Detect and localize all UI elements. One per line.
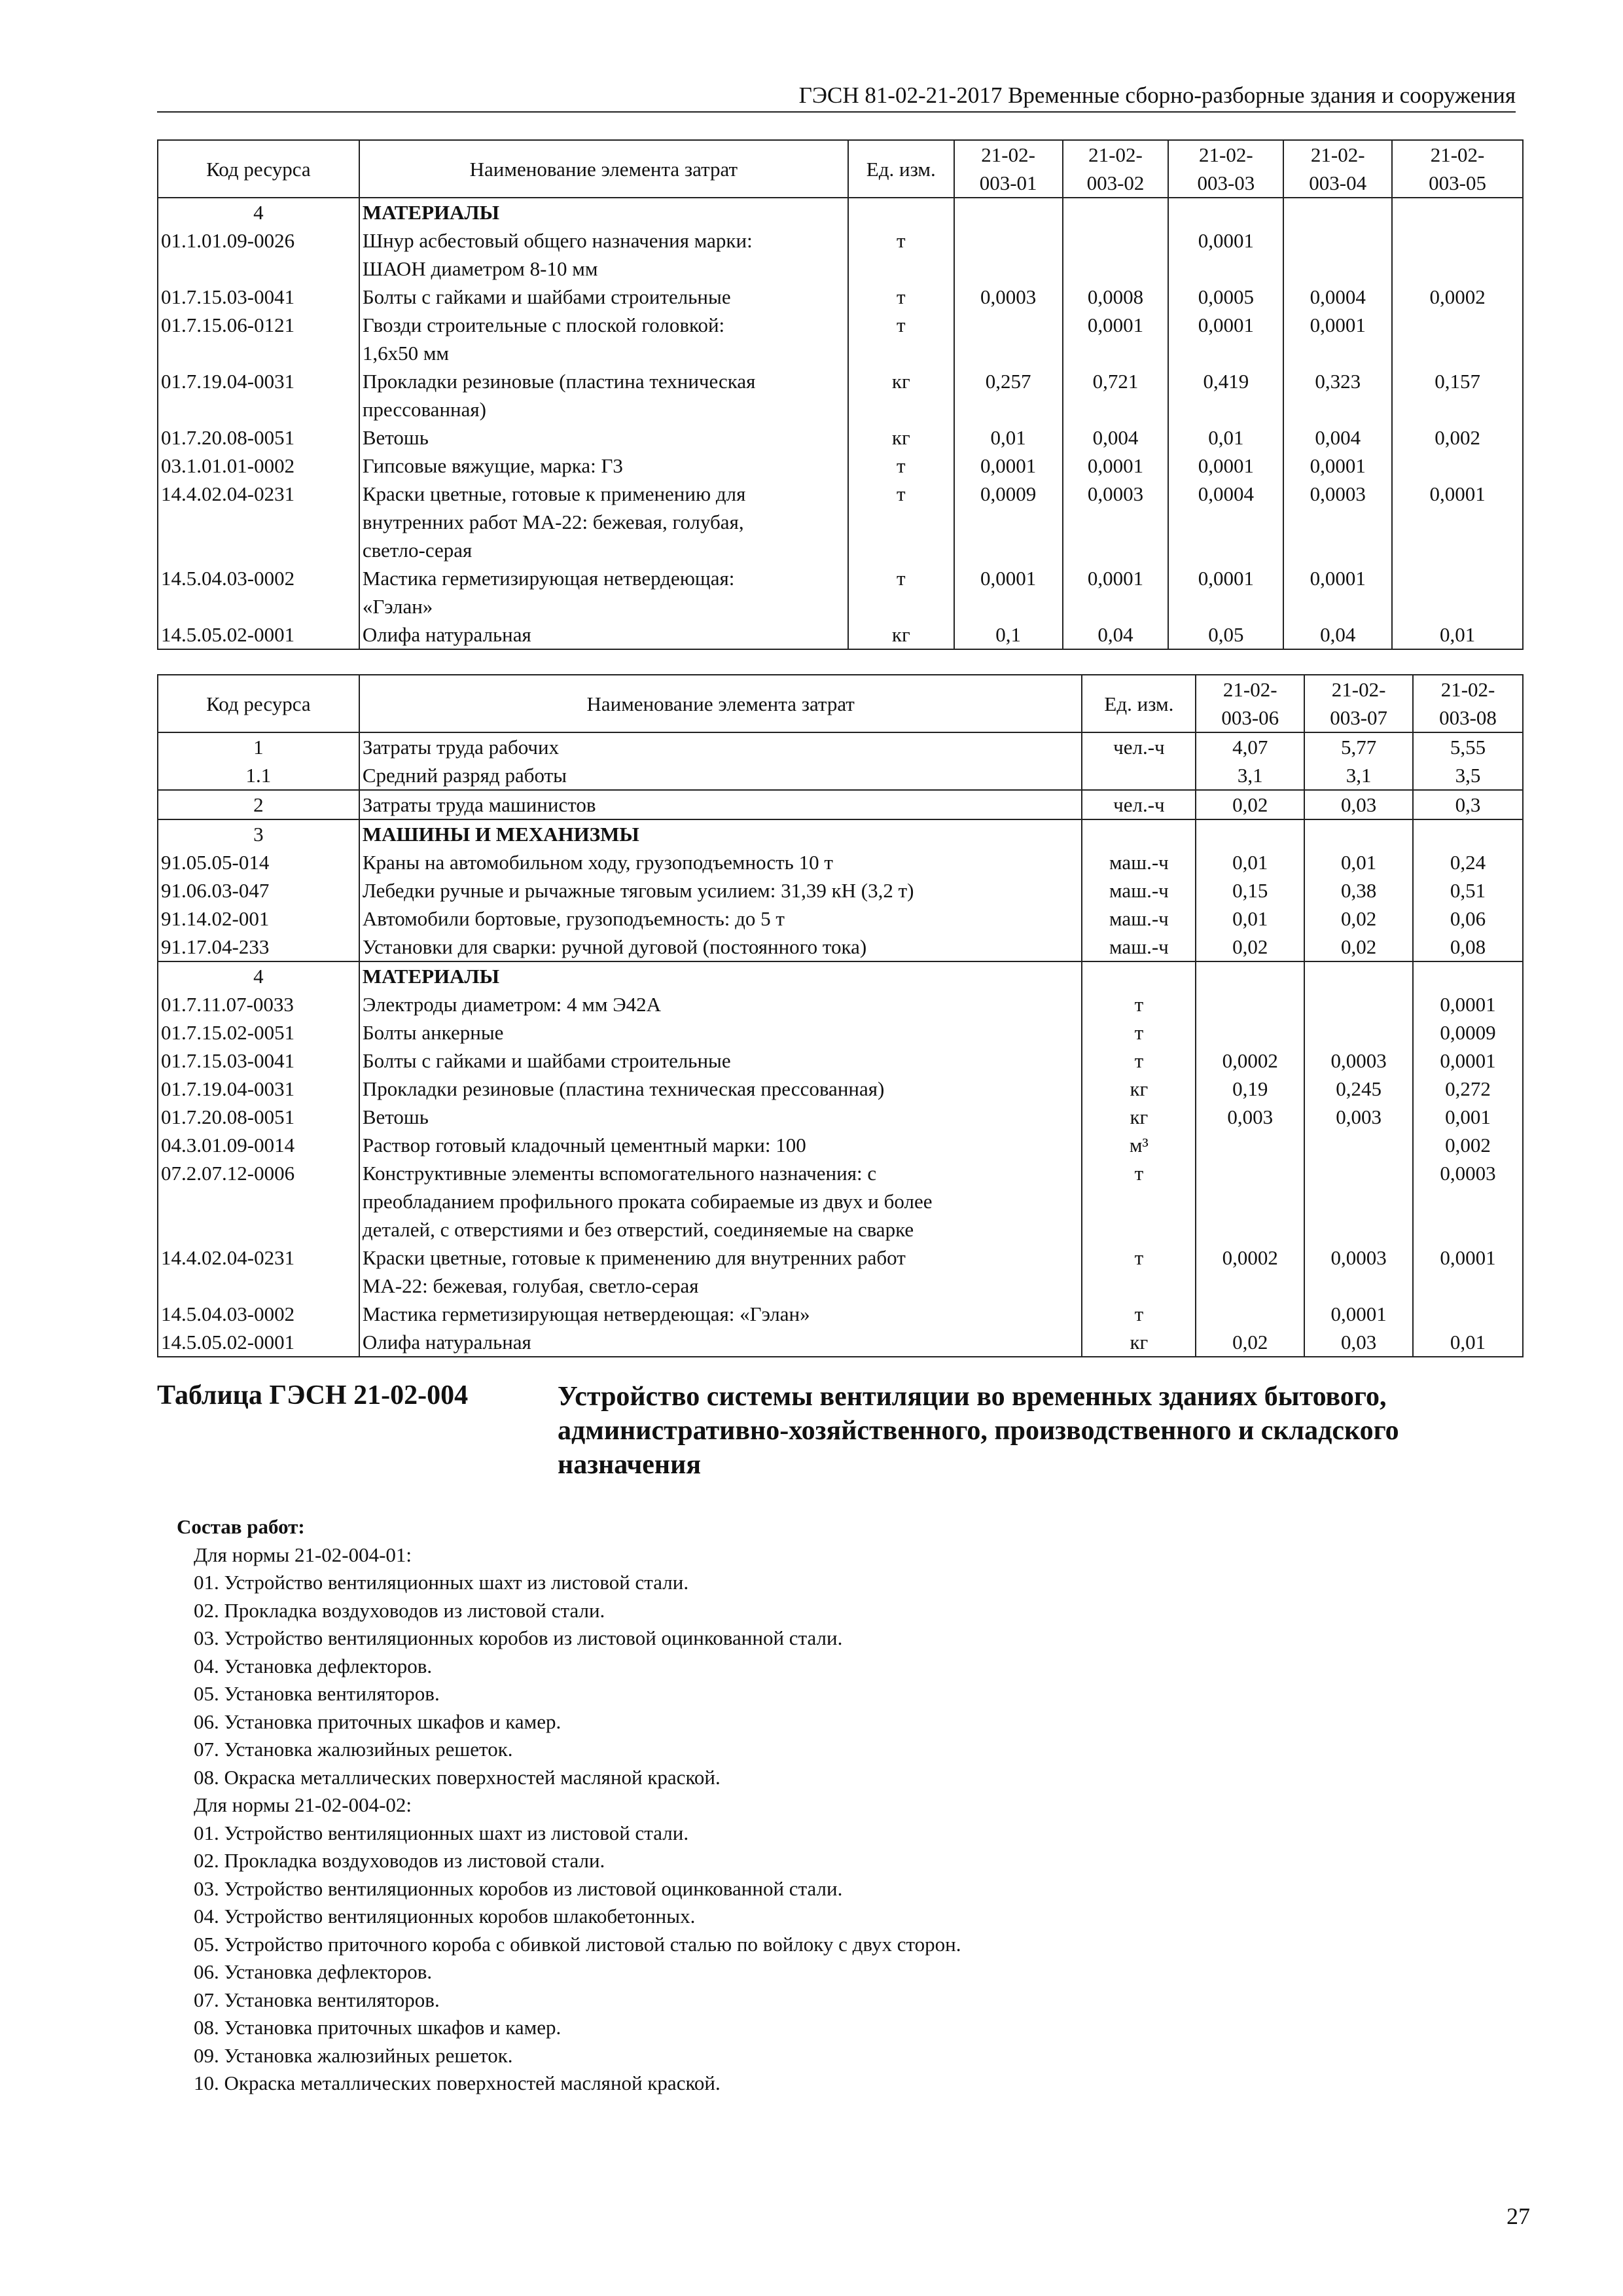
norm-value: 3,1 (1304, 761, 1413, 790)
norm-value: 4,07 (1196, 732, 1304, 761)
resource-name: МАШИНЫ И МЕХАНИЗМЫ (359, 819, 1082, 848)
norm-value: 0,04 (1063, 620, 1169, 649)
norm-value: 0,245 (1304, 1075, 1413, 1103)
resource-unit: т (1082, 1159, 1196, 1244)
norm-value: 0,0008 (1063, 283, 1169, 311)
col-header-norm: 21-02- 003-05 (1392, 140, 1523, 198)
resource-code: 01.7.20.08-0051 (158, 423, 359, 452)
table-row (158, 905, 1523, 933)
norm-value (1196, 819, 1304, 848)
col-header-norm: 21-02- 003-01 (954, 140, 1063, 198)
table-label: Таблица ГЭСН 21-02-004 (157, 1380, 469, 1410)
norm-value (1304, 1018, 1413, 1047)
resource-code: 1.1 (158, 761, 359, 790)
table-row (158, 1300, 1523, 1328)
resource-unit (1082, 961, 1196, 990)
norm-value: 0,0001 (1413, 1244, 1523, 1300)
table-row (158, 790, 1523, 819)
resources-table-003-06-08 (157, 674, 1524, 1357)
norm-value: 0,0003 (1304, 1047, 1413, 1075)
col-header-norm: 21-02- 003-07 (1304, 675, 1413, 732)
resource-unit: чел.-ч (1082, 732, 1196, 761)
table-header-row (158, 140, 1523, 198)
norm-value: 0,272 (1413, 1075, 1523, 1103)
table-row (158, 848, 1523, 876)
norm-value: 0,002 (1413, 1131, 1523, 1159)
work-item: 04. Устройство вентиляционных коробов шлакобетонных. (194, 1905, 696, 1928)
norm-value: 0,02 (1196, 1328, 1304, 1357)
norm-value: 0,0009 (954, 480, 1063, 564)
col-header-code: Код ресурса (158, 140, 359, 198)
col-header-norm: 21-02- 003-03 (1168, 140, 1283, 198)
resource-code: 3 (158, 819, 359, 848)
resource-name: Краски цветные, готовые к применению для внутренних работ МА-22: бежевая, голубая, светло-серая (359, 1244, 1082, 1300)
table-row (158, 1018, 1523, 1047)
resource-unit: т (848, 226, 954, 283)
norm-value: 3,5 (1413, 761, 1523, 790)
table-row (158, 452, 1523, 480)
norm-value: 0,0003 (1063, 480, 1169, 564)
col-header-name: Наименование элемента затрат (359, 140, 848, 198)
norm-value (1196, 990, 1304, 1018)
col-header-code: Код ресурса (158, 675, 359, 732)
work-item: 10. Окраска металлических поверхностей масляной краской. (194, 2072, 721, 2094)
resource-name: Гвозди строительные с плоской головкой: 1,6х50 мм (359, 311, 848, 367)
resource-code: 4 (158, 198, 359, 226)
resource-unit: т (848, 564, 954, 620)
resource-code: 07.2.07.12-0006 (158, 1159, 359, 1244)
norm-value (1063, 198, 1169, 226)
resource-name: Конструктивные элементы вспомогательного назначения: с преобладанием профильного проката собираемые из двух и более деталей, с отверстиями и без отверстий, соединяемые на сварке (359, 1159, 1082, 1244)
resource-unit: кг (1082, 1328, 1196, 1357)
resource-unit: кг (848, 620, 954, 649)
work-item: 08. Окраска металлических поверхностей масляной краской. (194, 1765, 721, 1789)
norm-value: 0,0005 (1168, 283, 1283, 311)
work-item: 03. Устройство вентиляционных коробов из листовой оцинкованной стали. (194, 1626, 843, 1649)
resource-name: Затраты труда машинистов (359, 790, 1082, 819)
resource-code: 01.7.15.03-0041 (158, 1047, 359, 1075)
norm-value (1304, 1159, 1413, 1244)
table-row (158, 1047, 1523, 1075)
resource-name: Мастика герметизирующая нетвердеющая: «Гэлан» (359, 1300, 1082, 1328)
norm-value (954, 198, 1063, 226)
resource-code: 04.3.01.09-0014 (158, 1131, 359, 1159)
resource-code: 01.7.15.06-0121 (158, 311, 359, 367)
resource-code: 01.7.20.08-0051 (158, 1103, 359, 1131)
resource-name: Мастика герметизирующая нетвердеющая: «Гэлан» (359, 564, 848, 620)
norm-value: 0,0001 (1168, 452, 1283, 480)
resource-code: 91.05.05-014 (158, 848, 359, 876)
norm-value: 0,0002 (1392, 283, 1523, 311)
norm-value (1283, 198, 1392, 226)
resource-code: 03.1.01.01-0002 (158, 452, 359, 480)
col-header-norm: 21-02- 003-02 (1063, 140, 1169, 198)
norm-value: 0,004 (1063, 423, 1169, 452)
resource-code: 01.7.15.03-0041 (158, 283, 359, 311)
resource-unit (1082, 761, 1196, 790)
resource-name: Затраты труда рабочих (359, 732, 1082, 761)
resource-unit: кг (848, 367, 954, 423)
table-row (158, 1131, 1523, 1159)
norm-value: 0,323 (1283, 367, 1392, 423)
norm-value (1392, 452, 1523, 480)
norm-value: 0,003 (1196, 1103, 1304, 1131)
resource-name: Болты анкерные (359, 1018, 1082, 1047)
resource-code: 14.5.05.02-0001 (158, 1328, 359, 1357)
resource-unit: т (1082, 1300, 1196, 1328)
norm-value: 0,0003 (954, 283, 1063, 311)
norm-value: 0,02 (1304, 933, 1413, 961)
norm-value (1196, 1131, 1304, 1159)
resource-code: 91.06.03-047 (158, 876, 359, 905)
norm-value: 0,002 (1392, 423, 1523, 452)
resource-unit: т (848, 311, 954, 367)
norm-value (1304, 819, 1413, 848)
norm-value: 0,08 (1413, 933, 1523, 961)
resource-code: 01.7.15.02-0051 (158, 1018, 359, 1047)
resource-unit: кг (848, 423, 954, 452)
norm-value: 0,0003 (1413, 1159, 1523, 1244)
norm-value: 0,0004 (1168, 480, 1283, 564)
norm-value (954, 311, 1063, 367)
work-item: 04. Установка дефлекторов. (194, 1654, 433, 1677)
resource-name: Болты с гайками и шайбами строительные (359, 283, 848, 311)
resource-name: МАТЕРИАЛЫ (359, 198, 848, 226)
work-item: 02. Прокладка воздуховодов из листовой стали. (194, 1849, 605, 1872)
document-title: ГЭСН 81-02-21-2017 Временные сборно-разборные здания и сооружения (798, 82, 1516, 108)
norm-value: 5,55 (1413, 732, 1523, 761)
norm-value: 0,51 (1413, 876, 1523, 905)
norm-value: 0,0001 (1168, 564, 1283, 620)
norm-value (1304, 990, 1413, 1018)
norm-value (1413, 819, 1523, 848)
table-row (158, 1159, 1523, 1244)
col-header-name: Наименование элемента затрат (359, 675, 1082, 732)
norm-value: 0,0003 (1304, 1244, 1413, 1300)
resource-name: Болты с гайками и шайбами строительные (359, 1047, 1082, 1075)
resource-unit: маш.-ч (1082, 848, 1196, 876)
resource-name: МАТЕРИАЛЫ (359, 961, 1082, 990)
resource-unit (1082, 819, 1196, 848)
resource-code: 91.14.02-001 (158, 905, 359, 933)
resource-name: Ветошь (359, 1103, 1082, 1131)
resources-table-003-01-05 (157, 139, 1524, 650)
work-item: 03. Устройство вентиляционных коробов из листовой оцинкованной стали. (194, 1876, 843, 1900)
resource-code: 01.7.19.04-0031 (158, 367, 359, 423)
norm-value: 0,0001 (954, 452, 1063, 480)
work-item: 01. Устройство вентиляционных шахт из листовой стали. (194, 1821, 689, 1844)
norm-value: 0,0002 (1196, 1047, 1304, 1075)
table-row (158, 990, 1523, 1018)
resource-code: 1 (158, 732, 359, 761)
norm-value (1413, 961, 1523, 990)
resource-name: Средний разряд работы (359, 761, 1082, 790)
norm-value: 0,0001 (1304, 1300, 1413, 1328)
norm-value: 0,0001 (1063, 564, 1169, 620)
resource-code: 2 (158, 790, 359, 819)
norm-value: 0,721 (1063, 367, 1169, 423)
norm-value: 0,0001 (1283, 311, 1392, 367)
work-item: 07. Установка вентиляторов. (194, 1988, 440, 2011)
table-row (158, 367, 1523, 423)
table-row (158, 732, 1523, 761)
work-item: 01. Устройство вентиляционных шахт из листовой стали. (194, 1571, 689, 1594)
norm-value: 0,0001 (1283, 564, 1392, 620)
resource-unit: чел.-ч (1082, 790, 1196, 819)
table-row (158, 1075, 1523, 1103)
norm-value: 0,06 (1413, 905, 1523, 933)
table-row (158, 198, 1523, 226)
col-header-unit: Ед. изм. (848, 140, 954, 198)
resource-unit: маш.-ч (1082, 933, 1196, 961)
resource-code: 01.1.01.09-0026 (158, 226, 359, 283)
col-header-unit: Ед. изм. (1082, 675, 1196, 732)
resource-unit: т (848, 480, 954, 564)
norm-value (1392, 311, 1523, 367)
table-row (158, 1328, 1523, 1357)
resource-name: Ветошь (359, 423, 848, 452)
resource-name: Краны на автомобильном ходу, грузоподъемность 10 т (359, 848, 1082, 876)
table-row (158, 423, 1523, 452)
col-header-norm: 21-02- 003-06 (1196, 675, 1304, 732)
norm-value: 0,001 (1413, 1103, 1523, 1131)
table-header-row (158, 675, 1523, 732)
resource-unit: маш.-ч (1082, 876, 1196, 905)
resource-unit: т (1082, 1244, 1196, 1300)
work-item: 06. Установка приточных шкафов и камер. (194, 1710, 562, 1733)
norm-value (1304, 1131, 1413, 1159)
norm-value (1283, 226, 1392, 283)
norm-value (1196, 1018, 1304, 1047)
resource-unit: кг (1082, 1103, 1196, 1131)
table-row (158, 761, 1523, 790)
table-row (158, 1103, 1523, 1131)
resource-code: 14.4.02.04-0231 (158, 480, 359, 564)
norm-value: 0,0003 (1283, 480, 1392, 564)
norm-value: 0,05 (1168, 620, 1283, 649)
norm-value (1304, 961, 1413, 990)
table-row (158, 480, 1523, 564)
table-row (158, 876, 1523, 905)
work-item: 06. Установка дефлекторов. (194, 1960, 433, 1983)
norm-value: 0,02 (1304, 905, 1413, 933)
resource-code: 01.7.19.04-0031 (158, 1075, 359, 1103)
norm-value: 0,0001 (1168, 311, 1283, 367)
resource-code: 01.7.11.07-0033 (158, 990, 359, 1018)
norm-value (1063, 226, 1169, 283)
resource-name: Лебедки ручные и рычажные тяговым усилием: 31,39 кН (3,2 т) (359, 876, 1082, 905)
work-item: 05. Установка вентиляторов. (194, 1682, 440, 1705)
resource-name: Прокладки резиновые (пластина техническая прессованная) (359, 367, 848, 423)
resource-name: Краски цветные, готовые к применению для внутренних работ МА-22: бежевая, голубая, светло-серая (359, 480, 848, 564)
table-row (158, 226, 1523, 283)
norm-value: 0,003 (1304, 1103, 1413, 1131)
norm-value: 0,004 (1283, 423, 1392, 452)
norm-value: 0,04 (1283, 620, 1392, 649)
norm-value: 0,15 (1196, 876, 1304, 905)
norm-value: 0,03 (1304, 790, 1413, 819)
norm-value: 0,0004 (1283, 283, 1392, 311)
resource-name: Шнур асбестовый общего назначения марки: ШАОН диаметром 8-10 мм (359, 226, 848, 283)
norm-subheading: Для нормы 21-02-004-02: (194, 1793, 412, 1816)
norm-value: 0,24 (1413, 848, 1523, 876)
norm-value: 0,157 (1392, 367, 1523, 423)
norm-value: 0,257 (954, 367, 1063, 423)
norm-value: 0,3 (1413, 790, 1523, 819)
running-header (157, 77, 1516, 113)
work-composition-heading: Состав работ: (177, 1515, 305, 1538)
resource-name: Электроды диаметром: 4 мм Э42А (359, 990, 1082, 1018)
norm-value: 0,1 (954, 620, 1063, 649)
resource-unit: маш.-ч (1082, 905, 1196, 933)
table-row (158, 283, 1523, 311)
norm-value: 0,0002 (1196, 1244, 1304, 1300)
norm-value: 0,02 (1196, 790, 1304, 819)
norm-value: 0,0001 (1063, 452, 1169, 480)
norm-value: 0,419 (1168, 367, 1283, 423)
table-row (158, 564, 1523, 620)
col-header-norm: 21-02- 003-08 (1413, 675, 1523, 732)
resource-unit: кг (1082, 1075, 1196, 1103)
norm-value: 0,01 (1168, 423, 1283, 452)
norm-value: 0,0001 (954, 564, 1063, 620)
col-header-norm: 21-02- 003-04 (1283, 140, 1392, 198)
resource-name: Прокладки резиновые (пластина техническая прессованная) (359, 1075, 1082, 1103)
norm-subheading: Для нормы 21-02-004-01: (194, 1543, 412, 1566)
resource-unit: т (848, 452, 954, 480)
norm-value: 0,01 (954, 423, 1063, 452)
table-row (158, 1244, 1523, 1300)
work-composition (177, 1513, 961, 2098)
norm-value (954, 226, 1063, 283)
norm-value (1196, 1159, 1304, 1244)
norm-value: 0,01 (1196, 905, 1304, 933)
norm-value (1196, 961, 1304, 990)
norm-value: 0,0001 (1283, 452, 1392, 480)
norm-value: 0,0001 (1392, 480, 1523, 564)
resource-code: 14.5.04.03-0002 (158, 564, 359, 620)
table-row (158, 961, 1523, 990)
resource-code: 14.5.04.03-0002 (158, 1300, 359, 1328)
norm-value: 0,0001 (1413, 1047, 1523, 1075)
work-item: 02. Прокладка воздуховодов из листовой стали. (194, 1598, 605, 1622)
norm-value: 5,77 (1304, 732, 1413, 761)
resource-name: Олифа натуральная (359, 1328, 1082, 1357)
table-row (158, 819, 1523, 848)
norm-value: 0,01 (1413, 1328, 1523, 1357)
resource-code: 14.5.05.02-0001 (158, 620, 359, 649)
norm-value: 0,19 (1196, 1075, 1304, 1103)
work-item: 07. Установка жалюзийных решеток. (194, 1738, 513, 1761)
norm-value (1196, 1300, 1304, 1328)
norm-value: 0,01 (1196, 848, 1304, 876)
resource-code: 14.4.02.04-0231 (158, 1244, 359, 1300)
norm-value: 0,0001 (1168, 226, 1283, 283)
table-row (158, 311, 1523, 367)
work-item: 08. Установка приточных шкафов и камер. (194, 2016, 562, 2039)
resource-unit: т (1082, 1018, 1196, 1047)
norm-value: 0,0001 (1413, 990, 1523, 1018)
norm-value: 0,03 (1304, 1328, 1413, 1357)
resource-name: Раствор готовый кладочный цементный марки: 100 (359, 1131, 1082, 1159)
work-item: 05. Устройство приточного короба с обивкой листовой сталью по войлоку с двух сторон. (194, 1932, 961, 1956)
work-list (177, 1541, 961, 2098)
resource-unit: т (848, 283, 954, 311)
work-item: 09. Установка жалюзийных решеток. (194, 2043, 513, 2067)
page-number: 27 (1507, 2203, 1530, 2229)
norm-value: 0,0001 (1063, 311, 1169, 367)
table-row (158, 933, 1523, 961)
norm-value: 0,01 (1392, 620, 1523, 649)
norm-value (1392, 564, 1523, 620)
norm-value (1392, 198, 1523, 226)
resource-unit: м³ (1082, 1131, 1196, 1159)
norm-value: 3,1 (1196, 761, 1304, 790)
resource-code: 4 (158, 961, 359, 990)
table-row (158, 620, 1523, 649)
norm-value: 0,02 (1196, 933, 1304, 961)
resource-unit: т (1082, 990, 1196, 1018)
norm-value (1413, 1300, 1523, 1328)
resource-name: Автомобили бортовые, грузоподъемность: до 5 т (359, 905, 1082, 933)
resource-unit (848, 198, 954, 226)
resource-code: 91.17.04-233 (158, 933, 359, 961)
table-heading: Устройство системы вентиляции во временных зданиях бытового, административно-хозяйственного, производственного и складского назначения (558, 1382, 1399, 1480)
resource-unit: т (1082, 1047, 1196, 1075)
norm-value: 0,01 (1304, 848, 1413, 876)
norm-value: 0,0009 (1413, 1018, 1523, 1047)
resource-name: Установки для сварки: ручной дуговой (постоянного тока) (359, 933, 1082, 961)
norm-value (1168, 198, 1283, 226)
resource-name: Гипсовые вяжущие, марка: Г3 (359, 452, 848, 480)
norm-value (1392, 226, 1523, 283)
resource-name: Олифа натуральная (359, 620, 848, 649)
norm-value: 0,38 (1304, 876, 1413, 905)
